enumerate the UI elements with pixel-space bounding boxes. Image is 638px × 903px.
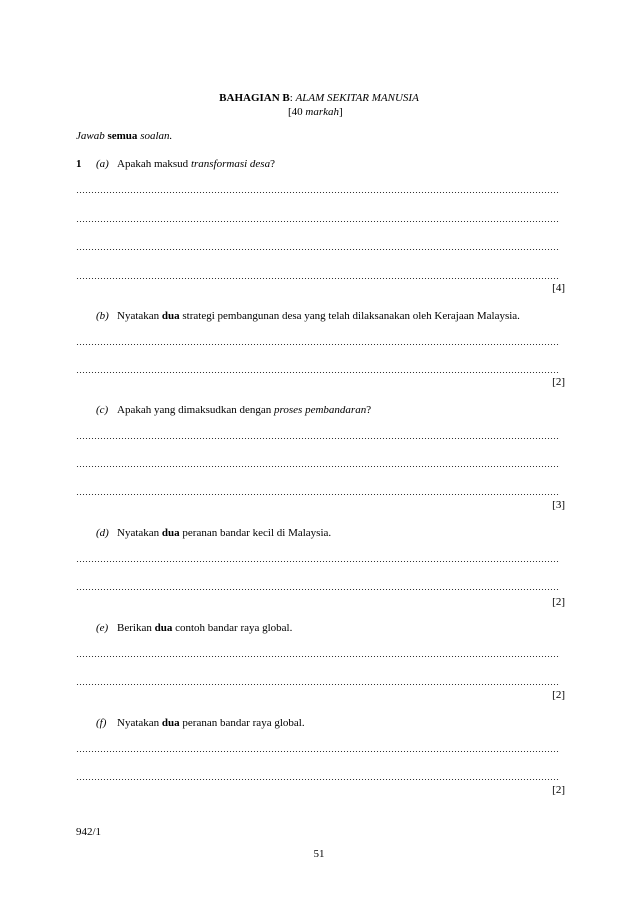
marks-label: [4] xyxy=(552,282,565,294)
question-1d xyxy=(96,527,332,539)
question-text-post: ? xyxy=(270,158,275,170)
question-text-post: peranan bandar kecil di Malaysia. xyxy=(179,527,332,539)
answer-line[interactable] xyxy=(76,656,560,657)
section-heading xyxy=(0,92,638,104)
answer-line[interactable] xyxy=(76,249,560,250)
marks-open: [40 xyxy=(288,106,306,118)
instruction-bold: semua xyxy=(107,130,138,142)
marks-close: ] xyxy=(339,106,343,118)
answer-line[interactable] xyxy=(76,494,560,495)
question-text xyxy=(117,158,275,170)
question-text xyxy=(117,404,371,416)
instruction xyxy=(76,130,172,142)
answer-line[interactable] xyxy=(76,372,560,373)
marks-label: [2] xyxy=(552,784,565,796)
question-text-post: strategi pembangunan desa yang telah dilaksanakan oleh Kerajaan Malaysia. xyxy=(179,310,520,322)
answer-line[interactable] xyxy=(76,751,560,752)
question-letter: (b) xyxy=(96,310,109,322)
question-letter: (d) xyxy=(96,527,109,539)
question-text xyxy=(117,717,305,729)
question-text-emphasis: proses pembandaran xyxy=(274,404,367,416)
answer-line[interactable] xyxy=(76,589,560,590)
question-text-pre: Berikan xyxy=(117,622,155,634)
answer-line[interactable] xyxy=(76,344,560,345)
paper-code: 942/1 xyxy=(76,826,102,838)
section-title: ALAM SEKITAR MANUSIA xyxy=(295,92,419,104)
answer-line[interactable] xyxy=(76,561,560,562)
question-text-bold: dua xyxy=(161,310,180,322)
question-text-bold: dua xyxy=(154,622,173,634)
question-text-post: contoh bandar raya global. xyxy=(172,622,293,634)
question-1a xyxy=(76,158,275,170)
question-text-pre: Apakah maksud xyxy=(117,158,191,170)
instruction-post: soalan. xyxy=(137,130,173,142)
question-letter: (c) xyxy=(96,404,109,416)
section-prefix: BAHAGIAN B xyxy=(219,92,290,104)
question-1b xyxy=(96,310,520,322)
total-marks xyxy=(288,106,343,118)
question-text-pre: Nyatakan xyxy=(117,310,162,322)
marks-label: [3] xyxy=(552,499,565,511)
question-text-pre: Apakah yang dimaksudkan dengan xyxy=(117,404,275,416)
question-text-post: peranan bandar raya global. xyxy=(179,717,305,729)
question-letter: (f) xyxy=(96,717,107,729)
marks-label: [2] xyxy=(552,376,565,388)
marks-label: [2] xyxy=(552,596,565,608)
section-separator: : xyxy=(289,92,296,104)
question-letter: (e) xyxy=(96,622,109,634)
page-number: 51 xyxy=(313,848,325,860)
question-1f xyxy=(96,717,305,729)
answer-line[interactable] xyxy=(76,221,560,222)
answer-line[interactable] xyxy=(76,466,560,467)
question-text-pre: Nyatakan xyxy=(117,527,162,539)
marks-label: [2] xyxy=(552,689,565,701)
question-letter: (a) xyxy=(96,158,109,170)
question-text xyxy=(117,527,331,539)
answer-line[interactable] xyxy=(76,684,560,685)
answer-line[interactable] xyxy=(76,438,560,439)
question-text-bold: dua xyxy=(161,527,180,539)
marks-word: markah xyxy=(305,106,340,118)
question-text xyxy=(117,622,292,634)
question-text-emphasis: transformasi desa xyxy=(190,158,271,170)
instruction-pre: Jawab xyxy=(76,130,108,142)
question-number: 1 xyxy=(76,158,82,170)
question-text-post: ? xyxy=(366,404,372,416)
answer-line[interactable] xyxy=(76,779,560,780)
answer-line[interactable] xyxy=(76,192,560,193)
question-text xyxy=(117,310,520,322)
question-text-pre: Nyatakan xyxy=(117,717,162,729)
question-1c xyxy=(96,404,372,416)
question-1e xyxy=(96,622,293,634)
question-text-bold: dua xyxy=(161,717,180,729)
answer-line[interactable] xyxy=(76,278,560,279)
